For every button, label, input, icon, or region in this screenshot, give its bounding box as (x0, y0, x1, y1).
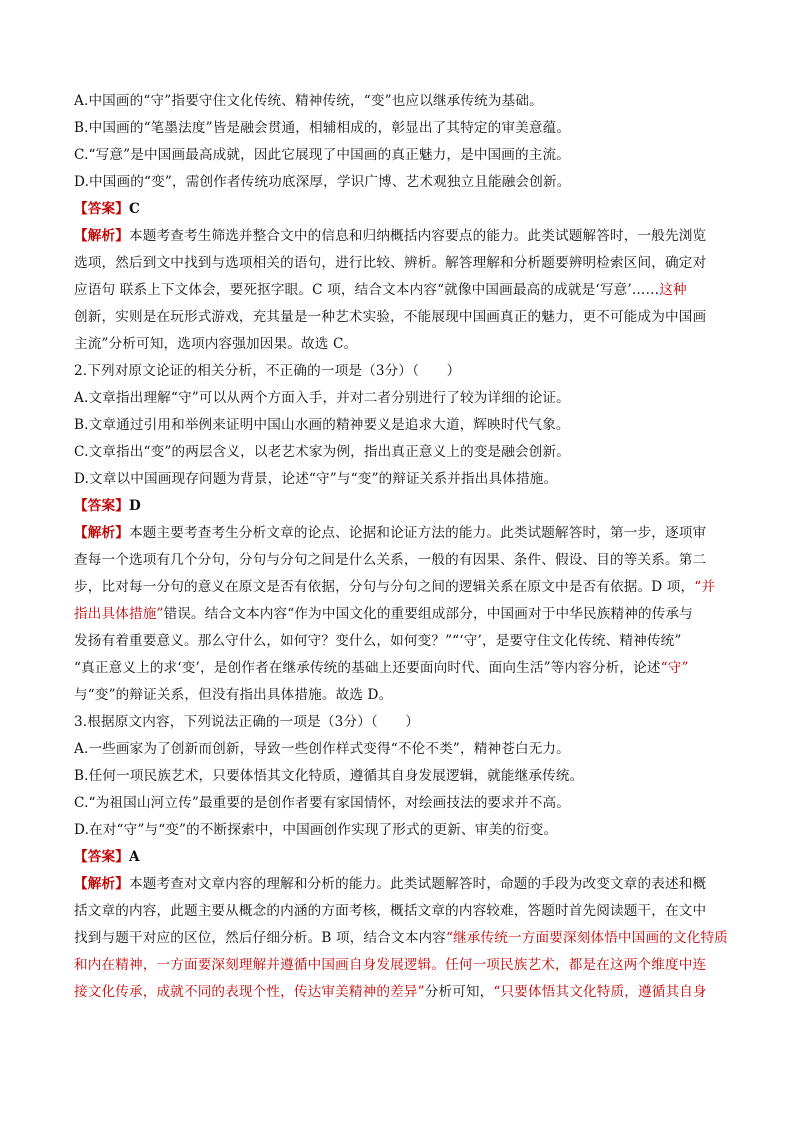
quoted-text: “只要体悟其文化特质，遵循其自身 (493, 984, 707, 1000)
option-line (74, 466, 734, 493)
line-text: C (128, 201, 140, 217)
question-line (74, 709, 734, 736)
option-line (74, 115, 734, 142)
analysis-line (74, 871, 734, 898)
analysis-line (74, 223, 734, 250)
analysis-line (74, 925, 734, 952)
analysis-line (74, 628, 734, 655)
line-text: 3.根据原文内容，下列说法正确的一项是（3分）（ ） (74, 714, 420, 730)
line-text: D.文章以中国画现存问题为背景，论述“守”与“变”的辩证关系并指出具体措施。 (74, 471, 558, 487)
quoted-text: 和内在精神，一方面要深刻理解并遵循中国画自身发展逻辑。任何一项民族艺术，都是在这两个维度中连 (74, 957, 707, 973)
quoted-text: “守” (660, 660, 689, 676)
line-text: 主流”分析可知，选项内容强加因果。故选 C。 (74, 336, 358, 352)
answer-line (74, 493, 734, 520)
line-text: D.在对“守”与“变”的不断探索中，中国画创作实现了形式的更新、审美的衍变。 (74, 822, 558, 838)
analysis-line (74, 304, 734, 331)
line-text: 找到与题干对应的区位，然后仔细分析。B 项，结合文本内容 (74, 930, 446, 946)
line-text: B.任何一项民族艺术，只要体悟其文化特质，遵循其自身发展逻辑，就能继承传统。 (74, 768, 584, 784)
option-line (74, 790, 734, 817)
line-text: 查每一个选项有几个分句，分句与分句之间是什么关系，一般的有因果、条件、假设、目的等关系。第二 (74, 552, 707, 568)
option-line (74, 142, 734, 169)
line-text: 2.下列对原文论证的相关分析，不正确的一项是（3分）（ ） (74, 363, 461, 379)
analysis-line (74, 520, 734, 547)
line-text: 本题考查对文章内容的理解和分析的能力。此类试题解答时，命题的手段为改变文章的表述和概 (128, 876, 707, 892)
line-text: A.中国画的“守”指要守住文化传统、精神传统，“变”也应以继承传统为基础。 (74, 93, 543, 109)
analysis-line (74, 682, 734, 709)
question-line (74, 358, 734, 385)
section-tag: 【答案】 (74, 498, 129, 514)
option-line (74, 736, 734, 763)
line-text: A (128, 849, 140, 865)
line-text: 选项，然后到文中找到与选项相关的语句，进行比较、辨析。解答理解和分析题要辨明检索区间，确定对 (74, 255, 707, 271)
line-text: D.中国画的“变”，需创作者传统功底深厚，学识广博、艺术观独立且能融会创新。 (74, 174, 571, 190)
answer-line (74, 844, 734, 871)
analysis-line (74, 250, 734, 277)
quoted-text: “并 (694, 579, 716, 595)
section-tag: 【解析】 (74, 228, 129, 244)
line-text: B.文章通过引用和举例来证明中国山水画的精神要义是追求大道，辉映时代气象。 (74, 417, 570, 433)
quoted-text: 接文化传承，成就不同的表现个性，传达审美精神的差异” (74, 984, 425, 1000)
line-text: C.“写意”是中国画最高成就，因此它展现了中国画的真正魅力，是中国画的主流。 (74, 147, 571, 163)
section-tag: 【答案】 (74, 201, 129, 217)
quoted-text: “继承传统一方面要深刻体悟中国画的文化特质 (445, 930, 728, 946)
line-text: 括文章的内容，此题主要从概念的内涵的方面考核，概括文章的内容较难，答题时首先阅读题干，在文中 (74, 903, 707, 919)
line-text: A.文章指出理解“守”可以从两个方面入手，并对二者分别进行了较为详细的论证。 (74, 390, 570, 406)
analysis-line (74, 547, 734, 574)
line-text: 与“变”的辩证关系，但没有指出具体措施。故选 D。 (74, 687, 393, 703)
option-line (74, 169, 734, 196)
quoted-text: 指出具体措施” (74, 606, 164, 622)
analysis-line (74, 601, 734, 628)
option-line (74, 763, 734, 790)
line-text: “真正意义上的求‘变’，是创作者在继承传统的基础上还要面向时代、面向生活”等内容分析，论述 (74, 660, 661, 676)
analysis-line (74, 952, 734, 979)
analysis-line (74, 574, 734, 601)
section-tag: 【解析】 (74, 876, 129, 892)
analysis-line (74, 655, 734, 682)
line-text: B.中国画的“笔墨法度”皆是融会贯通，相辅相成的，彰显出了其特定的审美意蕴。 (74, 120, 571, 136)
section-tag: 【解析】 (74, 525, 129, 541)
line-text: 本题主要考查考生分析文章的论点、论据和论证方法的能力。此类试题解答时，第一步，逐项审 (128, 525, 707, 541)
line-text: 错误。结合文本内容“作为中国文化的重要组成部分，中国画对于中华民族精神的传承与 (163, 606, 693, 622)
option-line (74, 817, 734, 844)
line-text: 分析可知， (424, 984, 494, 1000)
line-text: C.文章指出“变”的两层含义，以老艺术家为例，指出真正意义上的变是融会创新。 (74, 444, 571, 460)
answer-line (74, 196, 734, 223)
section-tag: 【答案】 (74, 849, 129, 865)
line-text: 发扬有着重要意义。那么守什么，如何守？变什么，如何变？”“‘守’，是要守住文化传统、精神传统” (74, 633, 682, 649)
line-text: 应语句 联系上下文体会，要死抠字眼。C 项，结合文本内容“就像中国画最高的成就是‘写意’…… (74, 282, 660, 298)
analysis-line (74, 979, 734, 1006)
line-text: C.“为祖国山河立传”最重要的是创作者要有家国情怀，对绘画技法的要求并不高。 (74, 795, 571, 811)
option-line (74, 439, 734, 466)
line-text: 步，比对每一分句的意义在原文是否有依据，分句与分句之间的逻辑关系在原文中是否有依据。D 项， (74, 579, 695, 595)
analysis-line (74, 277, 734, 304)
line-text: 本题考查考生筛选并整合文中的信息和归纳概括内容要点的能力。此类试题解答时，一般先浏览 (128, 228, 707, 244)
option-line (74, 88, 734, 115)
option-line (74, 385, 734, 412)
quoted-text: 这种 (659, 282, 687, 298)
line-text: D (128, 498, 141, 514)
option-line (74, 412, 734, 439)
line-text: A.一些画家为了创新而创新，导致一些创作样式变得“不伦不类”，精神苍白无力。 (74, 741, 570, 757)
line-text: 创新，实则是在玩形式游戏，充其量是一种艺术实验，不能展现中国画真正的魅力，更不可能成为中国画 (74, 309, 707, 325)
document-body (74, 88, 734, 1006)
analysis-line (74, 331, 734, 358)
analysis-line (74, 898, 734, 925)
